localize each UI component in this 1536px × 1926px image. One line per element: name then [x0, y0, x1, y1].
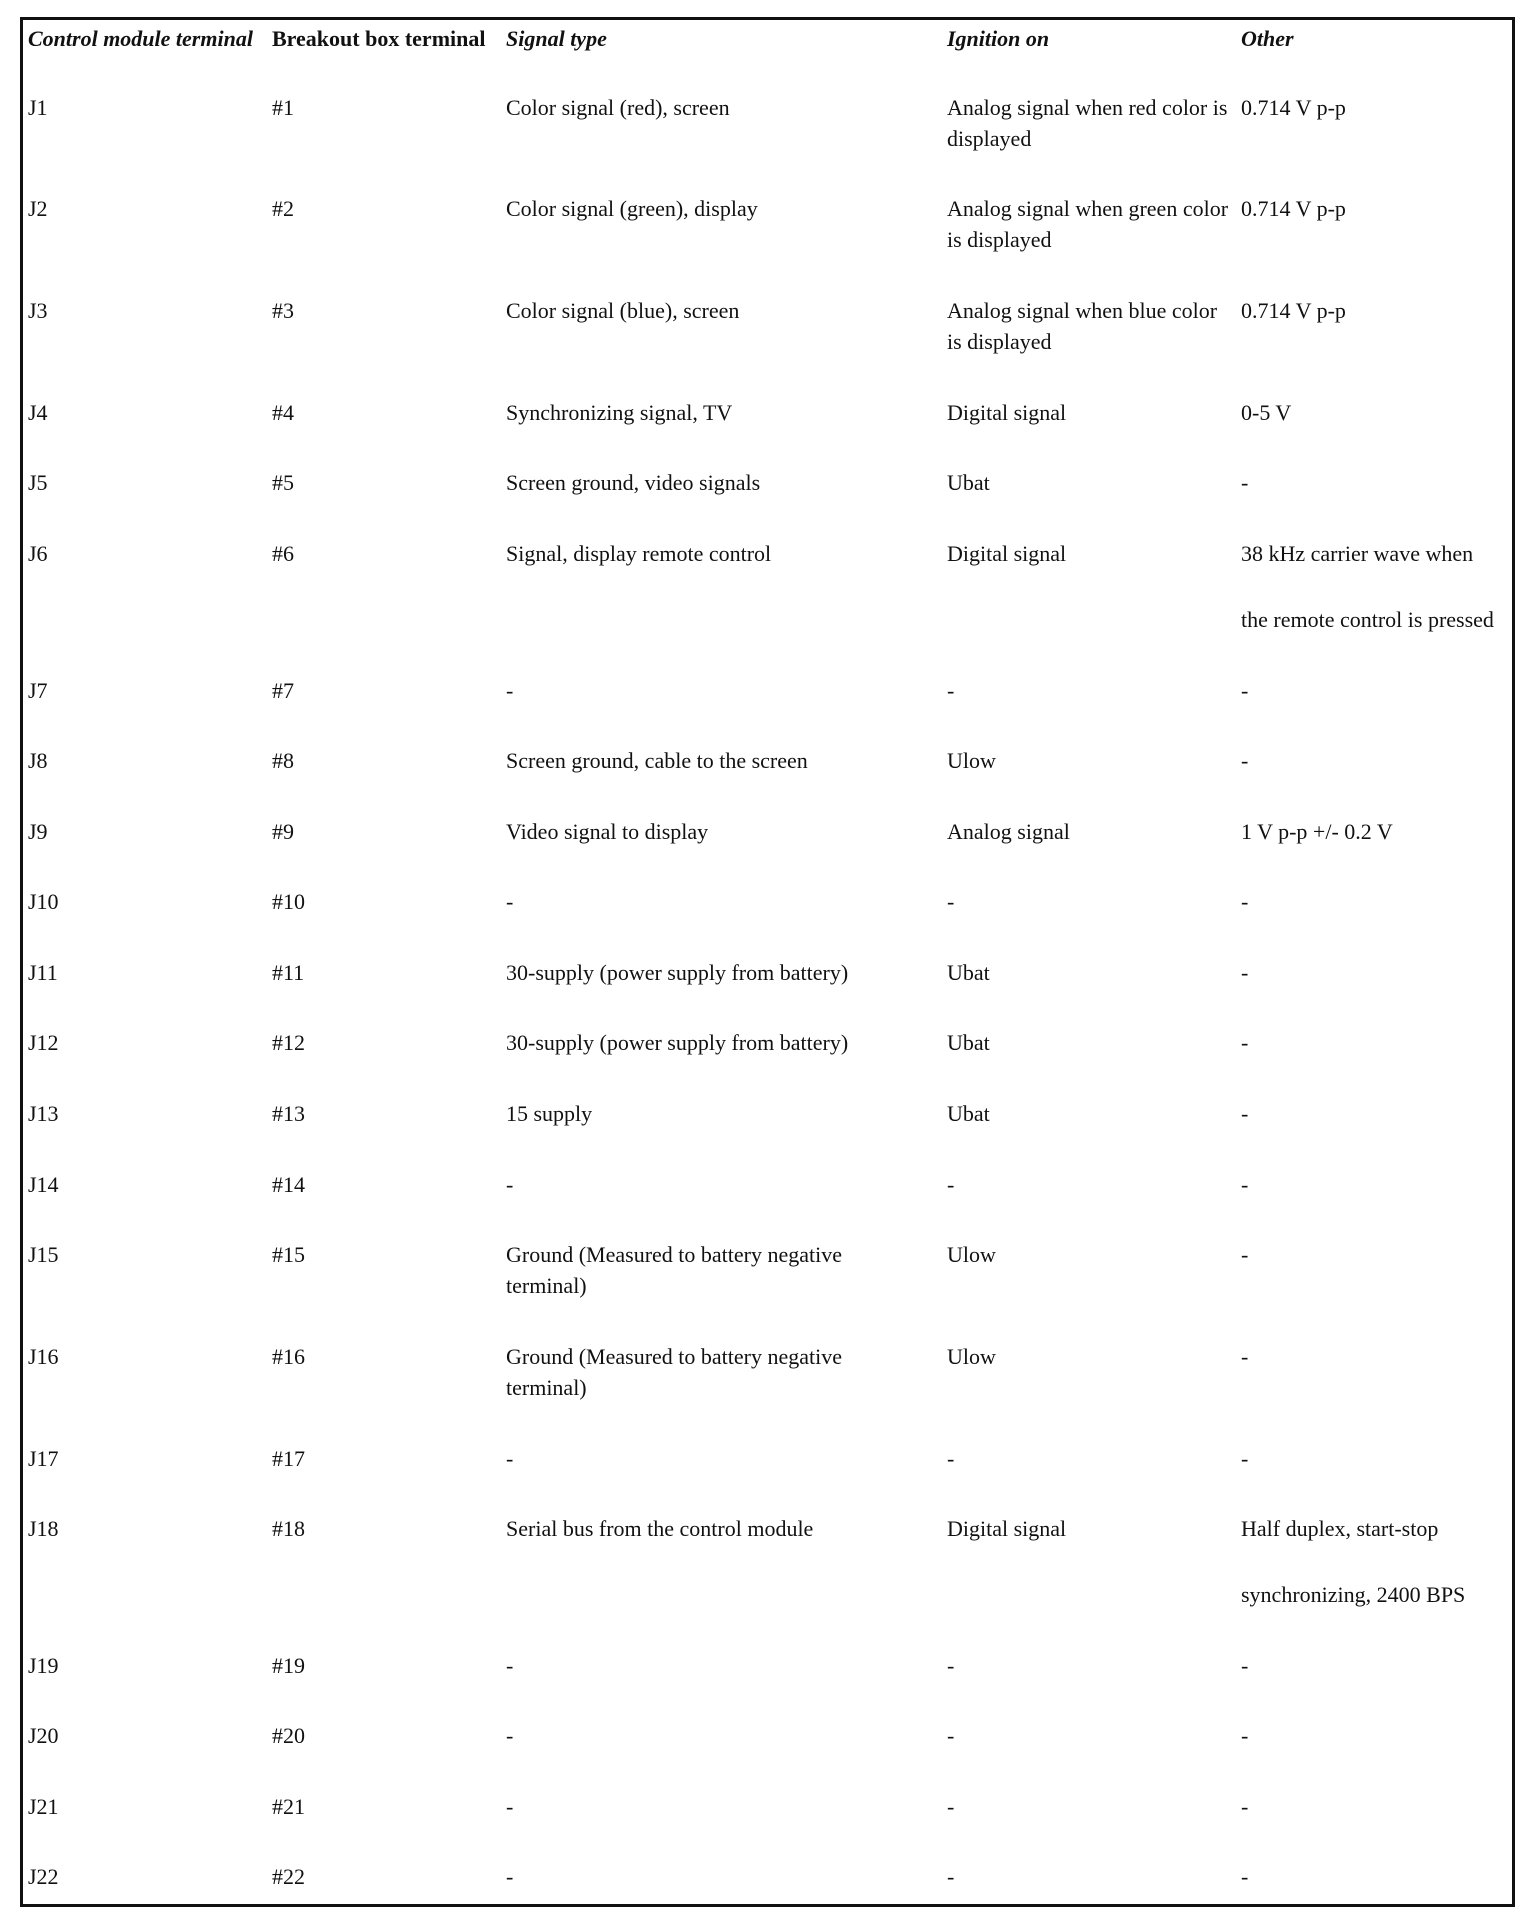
row-other: - [1241, 748, 1249, 773]
row-other: - [1241, 1794, 1249, 1819]
header-breakout-box-terminal: Breakout box terminal [272, 26, 486, 51]
row-terminal: J7 [28, 678, 48, 703]
row-box-terminal: #18 [272, 1516, 305, 1541]
row-signal-type: Color signal (green), display [506, 196, 758, 221]
row-signal-type: - [506, 889, 514, 914]
row-other: - [1241, 1030, 1249, 1055]
row-signal-type: Ground (Measured to battery negative terminal) [506, 1344, 842, 1400]
row-other: 0.714 V p-p [1241, 95, 1346, 120]
header-ignition-on: Ignition on [947, 26, 1050, 51]
row-other-continued: synchronizing, 2400 BPS [1241, 1582, 1466, 1607]
row-ignition-on: - [947, 1446, 955, 1471]
row-other: - [1241, 960, 1249, 985]
row-other: - [1241, 678, 1249, 703]
row-terminal: J10 [28, 889, 59, 914]
row-signal-type: Screen ground, cable to the screen [506, 748, 808, 773]
row-other: - [1241, 1723, 1249, 1748]
row-terminal: J12 [28, 1030, 59, 1055]
row-other: - [1241, 1101, 1249, 1126]
row-other: - [1241, 1242, 1249, 1267]
row-terminal: J6 [28, 541, 48, 566]
row-box-terminal: #4 [272, 400, 294, 425]
header-signal-type: Signal type [506, 26, 607, 51]
row-other: - [1241, 1864, 1249, 1889]
row-box-terminal: #5 [272, 470, 294, 495]
row-signal-type: 15 supply [506, 1101, 593, 1126]
row-other: 0-5 V [1241, 400, 1292, 425]
row-box-terminal: #22 [272, 1864, 305, 1889]
row-ignition-on: Ulow [947, 1344, 996, 1369]
row-terminal: J19 [28, 1653, 59, 1678]
row-other: - [1241, 889, 1249, 914]
row-signal-type: Synchronizing signal, TV [506, 400, 733, 425]
row-terminal: J2 [28, 196, 48, 221]
row-signal-type: Color signal (red), screen [506, 95, 730, 120]
row-terminal: J1 [28, 95, 48, 120]
row-box-terminal: #11 [272, 960, 305, 985]
row-ignition-on: Analog signal when blue color is displayed [947, 298, 1218, 354]
row-ignition-on: Analog signal when red color is displayed [947, 95, 1228, 151]
row-other: - [1241, 470, 1249, 495]
row-terminal: J8 [28, 748, 48, 773]
row-ignition-on: - [947, 1653, 955, 1678]
row-signal-type: - [506, 1172, 514, 1197]
row-terminal: J3 [28, 298, 48, 323]
row-terminal: J13 [28, 1101, 59, 1126]
row-signal-type: Screen ground, video signals [506, 470, 761, 495]
row-ignition-on: Digital signal [947, 541, 1067, 566]
row-other-continued: the remote control is pressed [1241, 607, 1494, 632]
row-ignition-on: Ubat [947, 470, 990, 495]
row-terminal: J11 [28, 960, 58, 985]
row-box-terminal: #3 [272, 298, 294, 323]
row-ignition-on: Digital signal [947, 1516, 1067, 1541]
row-terminal: J9 [28, 819, 48, 844]
row-box-terminal: #19 [272, 1653, 305, 1678]
row-box-terminal: #13 [272, 1101, 305, 1126]
row-terminal: J15 [28, 1242, 59, 1267]
row-box-terminal: #9 [272, 819, 294, 844]
terminal-table [20, 17, 1515, 1907]
row-ignition-on: Ubat [947, 1101, 990, 1126]
row-box-terminal: #2 [272, 196, 294, 221]
row-signal-type: - [506, 678, 514, 703]
row-ignition-on: Ulow [947, 1242, 996, 1267]
row-terminal: J14 [28, 1172, 59, 1197]
row-box-terminal: #21 [272, 1794, 305, 1819]
row-signal-type: Video signal to display [506, 819, 709, 844]
row-signal-type: Serial bus from the control module [506, 1516, 814, 1541]
row-terminal: J18 [28, 1516, 59, 1541]
row-signal-type: - [506, 1723, 514, 1748]
row-other: 1 V p-p +/- 0.2 V [1241, 819, 1393, 844]
row-other: 0.714 V p-p [1241, 196, 1346, 221]
row-ignition-on: - [947, 1172, 955, 1197]
row-box-terminal: #10 [272, 889, 305, 914]
row-terminal: J22 [28, 1864, 59, 1889]
row-other: - [1241, 1344, 1249, 1369]
row-box-terminal: #15 [272, 1242, 305, 1267]
row-box-terminal: #14 [272, 1172, 305, 1197]
row-other: - [1241, 1172, 1249, 1197]
row-signal-type: - [506, 1794, 514, 1819]
row-other: - [1241, 1446, 1249, 1471]
row-signal-type: Color signal (blue), screen [506, 298, 740, 323]
header-other: Other [1241, 26, 1294, 51]
row-signal-type: Ground (Measured to battery negative terminal) [506, 1242, 842, 1298]
row-box-terminal: #12 [272, 1030, 305, 1055]
header-control-module-terminal: Control module terminal [28, 26, 253, 51]
row-terminal: J17 [28, 1446, 59, 1471]
row-ignition-on: - [947, 1723, 955, 1748]
row-ignition-on: Ubat [947, 960, 990, 985]
row-ignition-on: - [947, 1794, 955, 1819]
row-ignition-on: - [947, 678, 955, 703]
row-signal-type: 30-supply (power supply from battery) [506, 1030, 849, 1055]
row-ignition-on: Analog signal [947, 819, 1070, 844]
row-ignition-on: - [947, 889, 955, 914]
row-box-terminal: #1 [272, 95, 294, 120]
row-terminal: J21 [28, 1794, 59, 1819]
row-ignition-on: Ubat [947, 1030, 990, 1055]
row-other: 0.714 V p-p [1241, 298, 1346, 323]
row-signal-type: - [506, 1446, 514, 1471]
row-ignition-on: Digital signal [947, 400, 1067, 425]
row-box-terminal: #7 [272, 678, 294, 703]
row-signal-type: 30-supply (power supply from battery) [506, 960, 849, 985]
row-ignition-on: - [947, 1864, 955, 1889]
row-terminal: J16 [28, 1344, 59, 1369]
row-box-terminal: #6 [272, 541, 294, 566]
row-box-terminal: #20 [272, 1723, 305, 1748]
row-other: Half duplex, start-stop [1241, 1516, 1439, 1541]
row-terminal: J5 [28, 470, 48, 495]
row-other: 38 kHz carrier wave when [1241, 541, 1474, 566]
row-terminal: J4 [28, 400, 48, 425]
row-signal-type: Signal, display remote control [506, 541, 772, 566]
row-ignition-on: Analog signal when green color is displayed [947, 196, 1229, 252]
row-ignition-on: Ulow [947, 748, 996, 773]
row-box-terminal: #8 [272, 748, 294, 773]
row-signal-type: - [506, 1864, 514, 1889]
row-terminal: J20 [28, 1723, 59, 1748]
row-box-terminal: #17 [272, 1446, 305, 1471]
row-box-terminal: #16 [272, 1344, 305, 1369]
row-signal-type: - [506, 1653, 514, 1678]
row-other: - [1241, 1653, 1249, 1678]
